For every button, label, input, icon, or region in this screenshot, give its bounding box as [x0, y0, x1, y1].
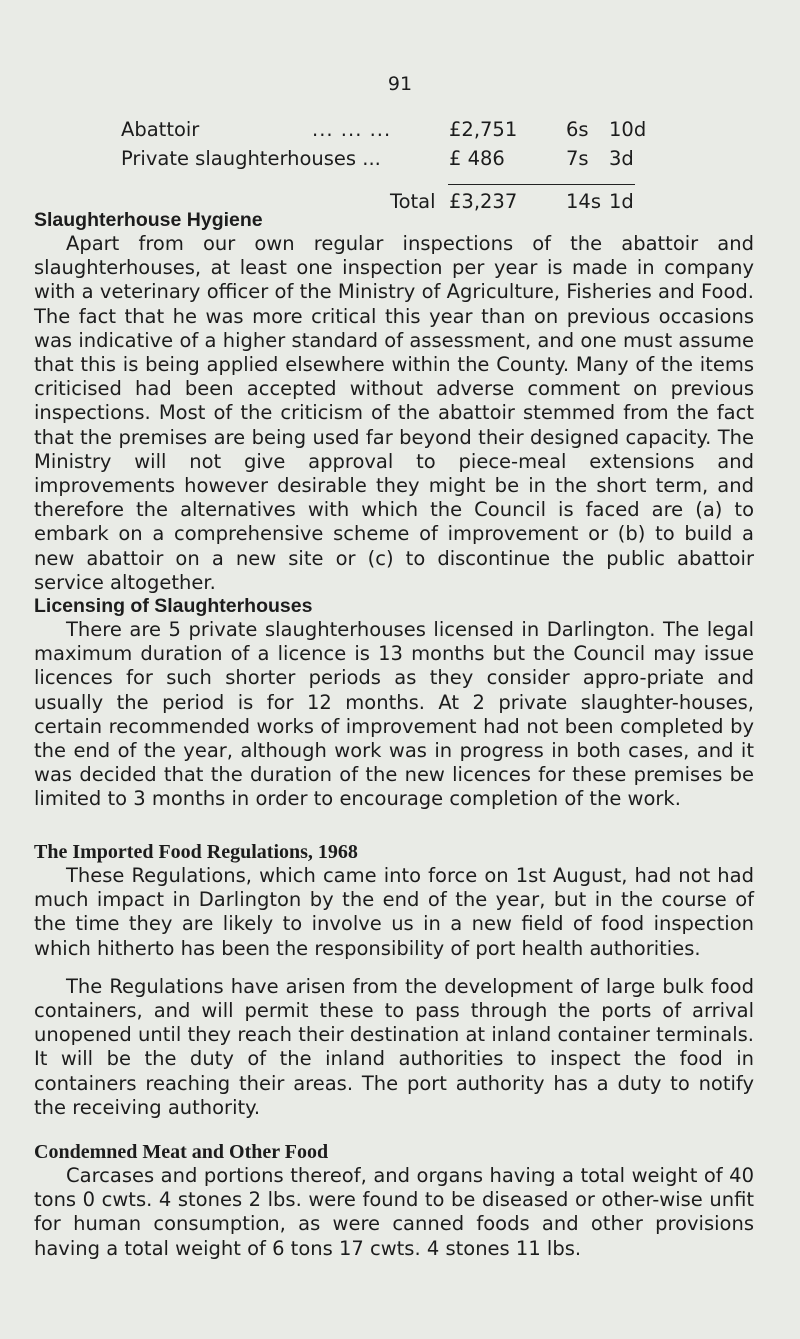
section-heading: Licensing of Slaughterhouses	[34, 595, 313, 617]
section-condemned-meat	[34, 1140, 754, 1261]
paragraph: These Regulations, which came into force on 1st August, had not had much impact in Darlington by the end of the year, but in the course of the time they are likely to involve us in a new field of food inspection which hitherto has been the responsibility of port health authorities.	[34, 864, 754, 960]
pence-value: 10d	[609, 118, 647, 141]
section-heading: Slaughterhouse Hygiene	[34, 209, 263, 231]
row-label: Abattoir	[121, 118, 200, 141]
pounds-value: £2,751	[449, 118, 518, 141]
pence-value: 3d	[609, 147, 634, 170]
leader-dots: ... ... ...	[312, 118, 392, 141]
section-licensing	[34, 594, 754, 812]
paragraph: The Regulations have arisen from the development of large bulk food containers, and will permit these to pass through the ports of arrival unopened until they reach their destination at inland container terminals. It will be the duty of the inland authorities to inspect the food in containers reaching their areas. The port authority has a duty to notify the receiving authority.	[34, 974, 754, 1119]
paragraph: Apart from our own regular inspections of the abattoir and slaughterhouses, at least one inspection per year is made in company with a veterinary officer of the Ministry of Agriculture, Fisheries and Food. The fact that he was more critical this year than on previous occasions was indicative of a higher standard of assessment, and one must assume that this is being applied elsewhere within the County. Many of the items criticised had been accepted without adverse comment on previous inspections. Most of the criticism of the abattoir stemmed from the fact that the premises are being used far beyond their designed capacity. The Ministry will not give approval to piece-meal extensions and improvements however desirable they might be in the short term, and therefore the alternatives with which the Council is faced are (a) to embark on a comprehensive scheme of improvement or (b) to build a new abattoir on a new site or (c) to discontinue the public abattoir service altogether.	[34, 232, 754, 594]
shillings-value: 7s	[566, 147, 589, 170]
page-number: 91	[387, 73, 413, 95]
total-label: Total	[390, 190, 436, 213]
total-rule	[448, 184, 635, 185]
pounds-value: £3,237	[449, 190, 518, 213]
shillings-value: 14s	[566, 190, 601, 213]
cost-table	[58, 118, 698, 213]
row-label: Private slaughterhouses ...	[121, 147, 381, 170]
pence-value: 1d	[609, 190, 634, 213]
paragraph: There are 5 private slaughterhouses licensed in Darlington. The legal maximum duration of a licence is 13 months but the Council may issue licences for such shorter periods as they consider appro-priate and usually the period is for 12 months. At 2 private slaughter-houses, certain recommended works of improvement had not been completed by the end of the year, although work was in progress in both cases, and it was decided that the duration of the new licences for these premises be limited to 3 months in order to encourage completion of the work.	[34, 618, 754, 811]
paragraph: Carcases and portions thereof, and organs having a total weight of 40 tons 0 cwts. 4 stones 2 lbs. were found to be diseased or other-wise unfit for human consumption, as were canned foods and other provisions having a total weight of 6 tons 17 cwts. 4 stones 11 lbs.	[34, 1164, 754, 1260]
shillings-value: 6s	[566, 118, 589, 141]
section-heading: Condemned Meat and Other Food	[34, 1141, 329, 1163]
table-row	[58, 147, 698, 176]
table-row	[58, 118, 698, 147]
pounds-value: £ 486	[449, 147, 505, 170]
section-imported-food	[34, 840, 754, 1120]
section-slaughterhouse-hygiene	[34, 208, 754, 595]
section-heading: The Imported Food Regulations, 1968	[34, 841, 358, 863]
